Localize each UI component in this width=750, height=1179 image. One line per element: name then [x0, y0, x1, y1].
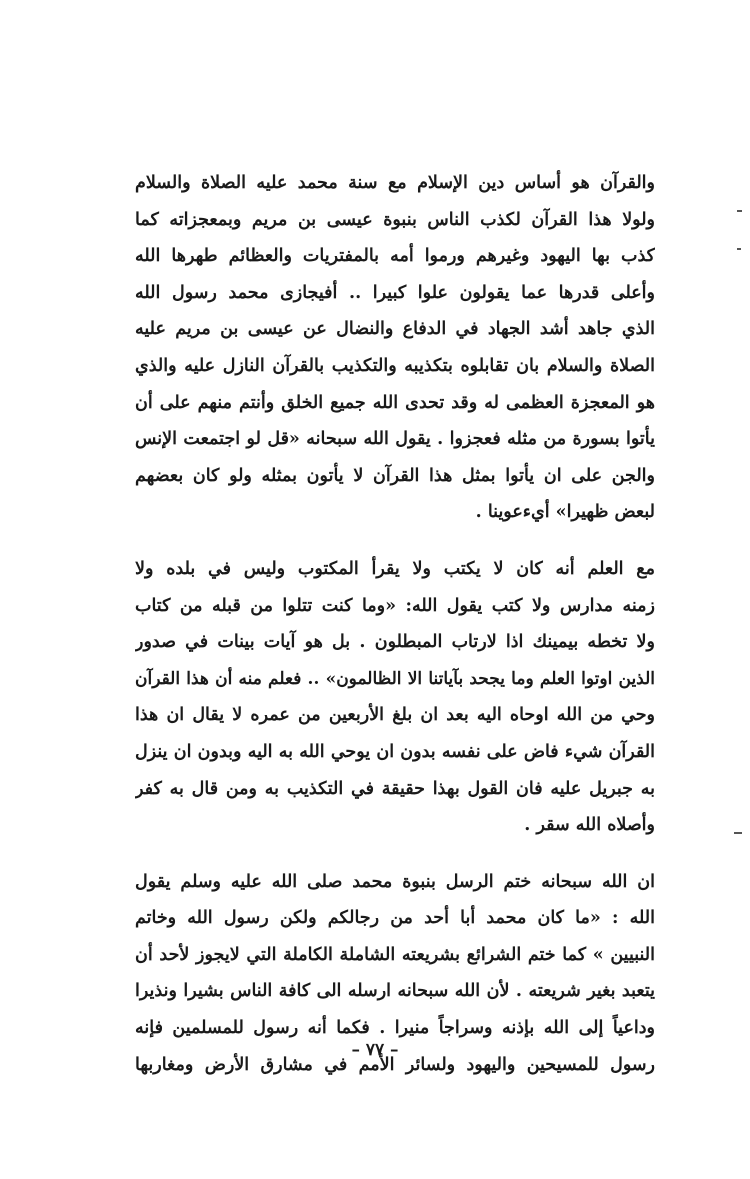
text-line: وأعلى قدرها عما يقولون علوا كبيرا .. أفيجازى محمد رسول الله	[135, 282, 655, 303]
text-line: القرآن شيء فاض على نفسه بدون ان يوحي الله به اليه وبدون ان ينزل	[135, 741, 655, 762]
text-line: يأتوا بسورة من مثله فعجزوا . يقول الله سبحانه «قل لو اجتمعت الإنس	[135, 429, 655, 450]
text-line: الله : «ما كان محمد أبا أحد من رجالكم ولكن رسول الله وخاتم	[135, 908, 655, 929]
scan-margin-mark	[737, 210, 742, 212]
text-line: رسول للمسيحين واليهود ولسائر الأمم في مشارق الأرض ومغاربها	[135, 1054, 655, 1075]
scan-margin-mark	[734, 832, 742, 834]
text-line: زمنه مدارس ولا كتب يقول الله: «وما كنت تتلوا من قبله من كتاب	[135, 595, 655, 616]
text-line: والجن على ان يأتوا بمثل هذا القرآن لا يأتون بمثله ولو كان بعضهم	[135, 465, 655, 486]
paragraph-1	[135, 165, 655, 531]
text-line: مع العلم أنه كان لا يكتب ولا يقرأ المكتوب وليس في بلده ولا	[135, 558, 655, 579]
text-line: ولولا هذا القرآن لكذب الناس بنبوة عيسى بن مريم وبمعجزاته كما	[135, 209, 655, 230]
paragraph-2	[135, 551, 655, 844]
text-line: لبعض ظهيرا» أيءعوينا .	[475, 502, 655, 523]
text-line: كذب بها اليهود وغيرهم ورموا أمه بالمفتريات والعظائم طهرها الله	[135, 246, 655, 267]
text-line: الصلاة والسلام بان تقابلوه بتكذيبه والتكذيب بالقرآن النازل عليه والذي	[135, 355, 655, 376]
text-line: ولا تخطه بيمينك اذا لارتاب المبطلون . بل هو آيات بينات في صدور	[135, 632, 655, 653]
page-number: – ٧٧ –	[351, 1040, 399, 1060]
text-line: وأصلاه الله سقر .	[524, 815, 655, 836]
text-line: وحي من الله اوحاه اليه بعد ان بلغ الأربعين من عمره لا يقال ان هذا	[135, 705, 655, 726]
text-line: الذين اوتوا العلم وما يجحد بآياتنا الا الظالمون» .. فعلم منه أن هذا القرآن	[135, 668, 655, 689]
text-line: ان الله سبحانه ختم الرسل بنبوة محمد صلى الله عليه وسلم يقول	[135, 871, 655, 892]
text-line: الذي جاهد أشد الجهاد في الدفاع والنضال عن عيسى بن مريم عليه	[135, 319, 655, 340]
text-line: هو المعجزة العظمى له وقد تحدى الله جميع الخلق وأنتم منهم على أن	[135, 392, 655, 413]
text-line: النبيين » كما ختم الشرائع بشريعته الشاملة الكاملة التي لايجوز لأحد أن	[135, 944, 655, 965]
scan-margin-mark	[737, 248, 741, 250]
body-text	[135, 165, 655, 1083]
text-line: وداعياً إلى الله بإذنه وسراجاً منيرا . فكما أنه رسول للمسلمين فإنه	[135, 1018, 655, 1039]
text-line: به جبريل عليه فان القول بهذا حقيقة في التكذيب به ومن قال به كفر	[135, 778, 655, 799]
text-line: والقرآن هو أساس دين الإسلام مع سنة محمد عليه الصلاة والسلام	[135, 173, 655, 193]
text-line: يتعبد بغير شريعته . لأن الله سبحانه ارسله الى كافة الناس بشيرا ونذيرا	[135, 981, 655, 1002]
